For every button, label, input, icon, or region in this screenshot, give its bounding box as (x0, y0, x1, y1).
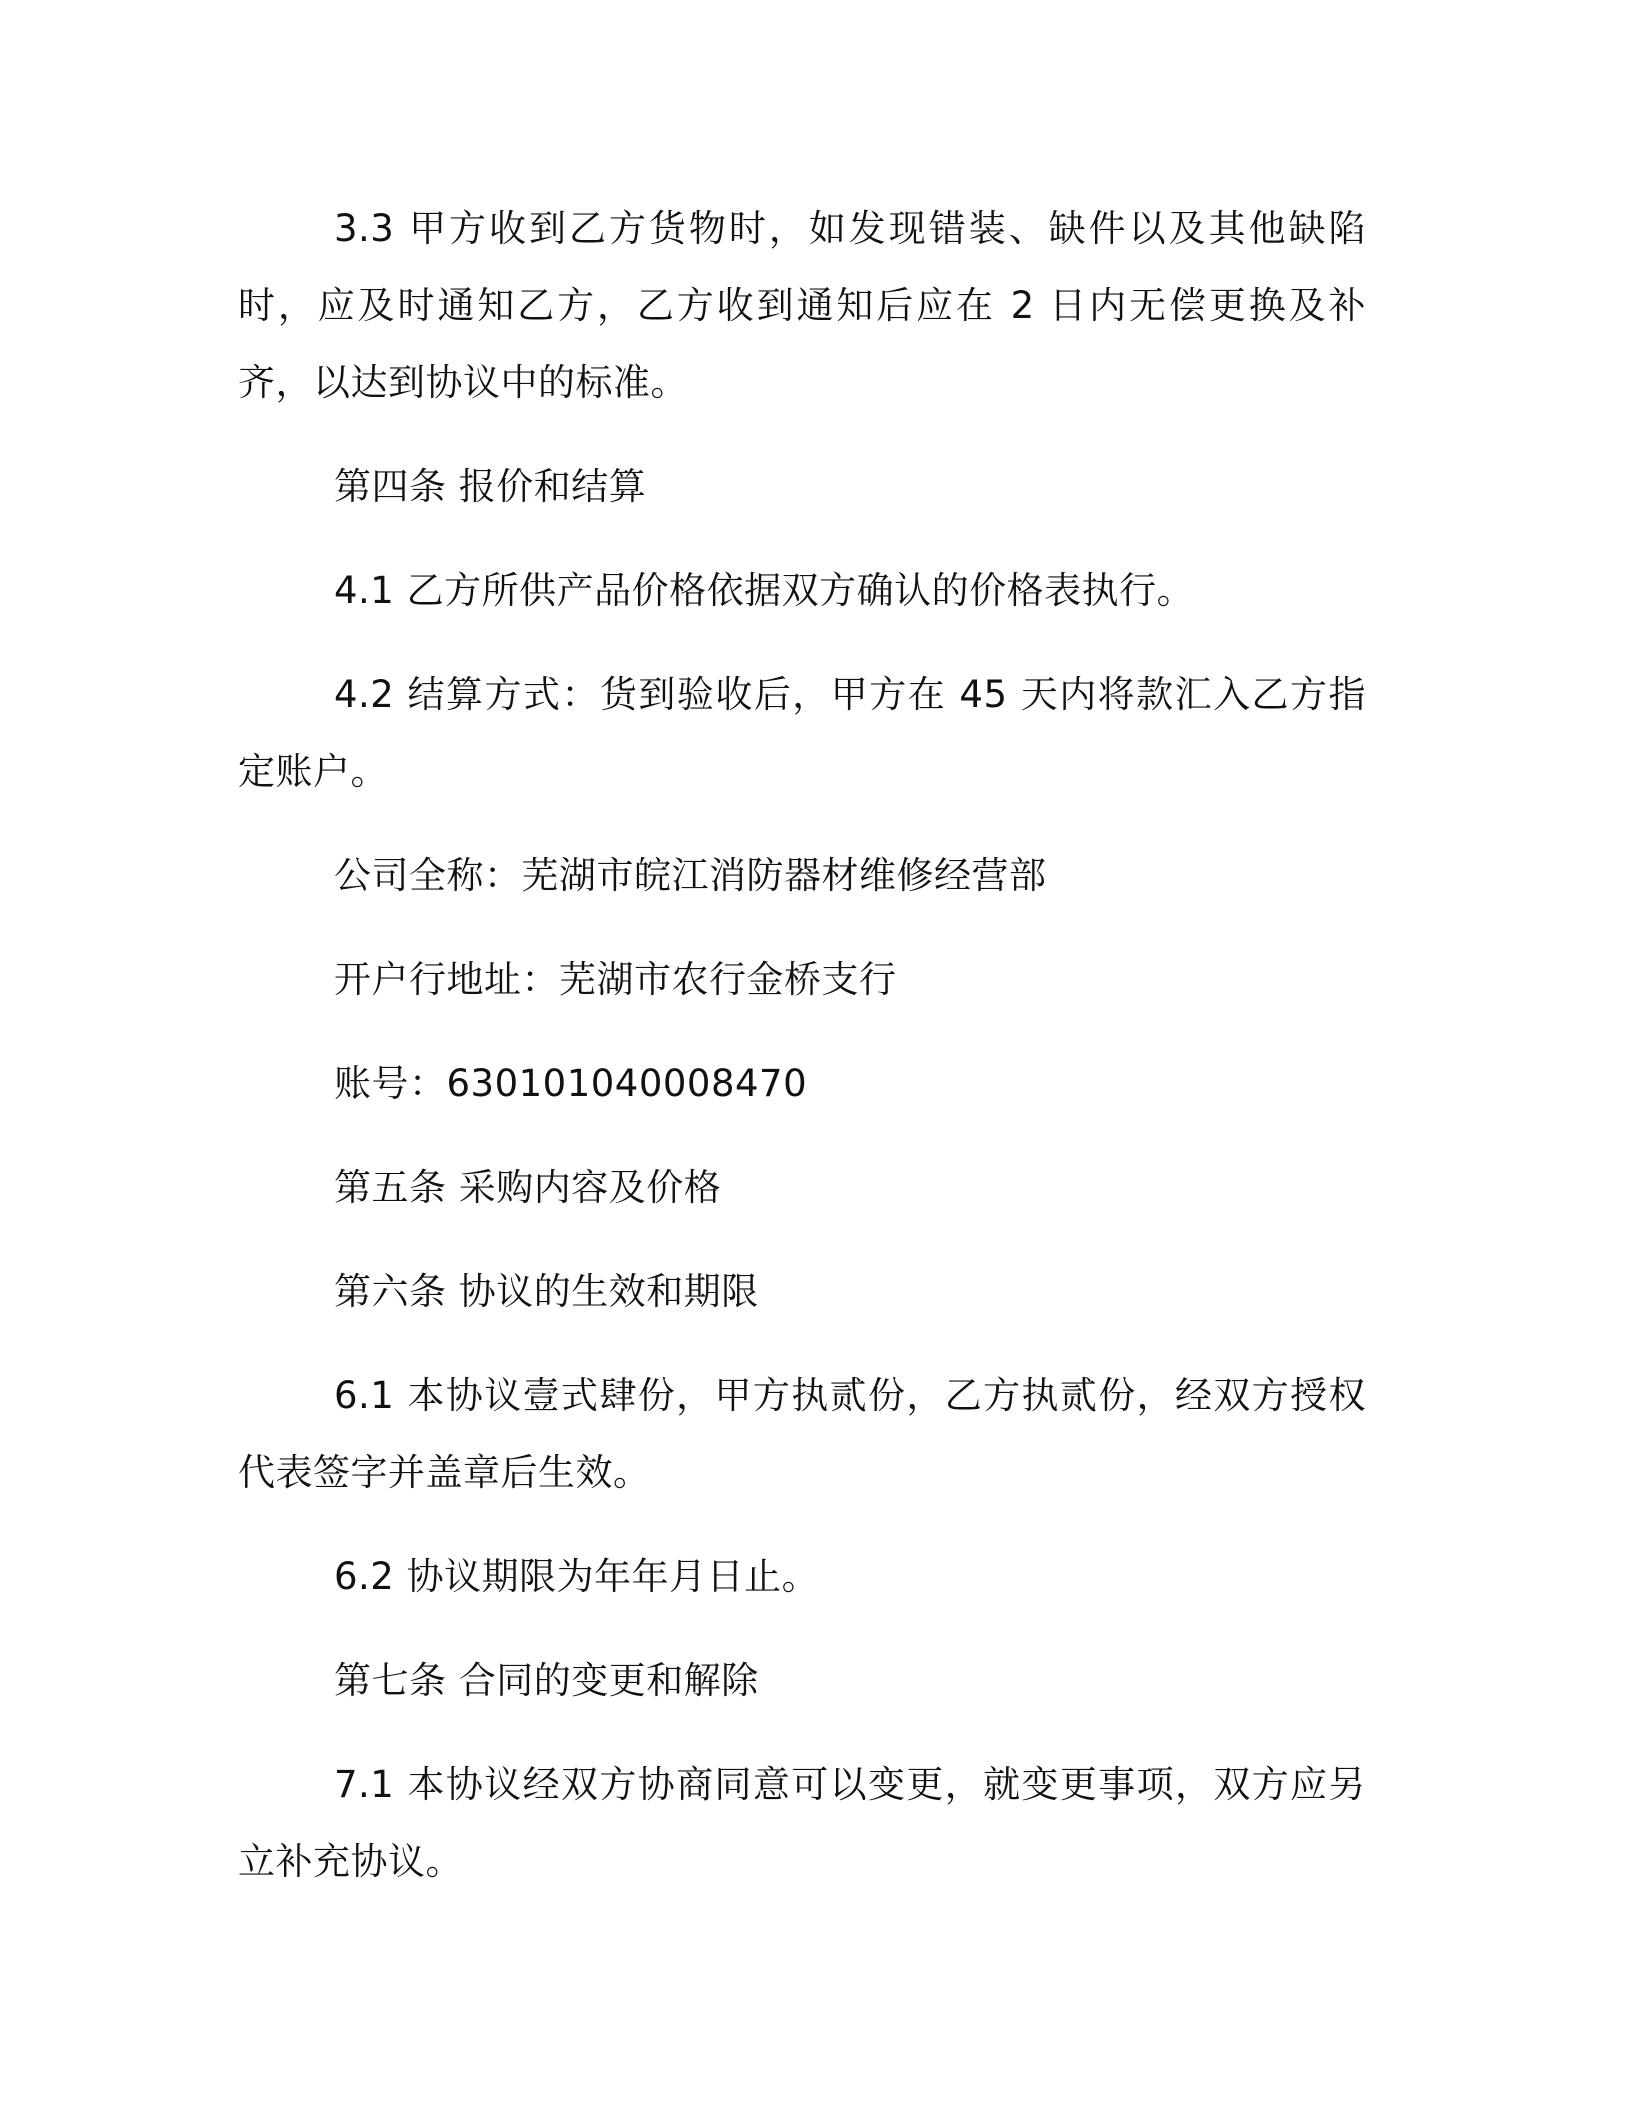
article-7-heading: 第七条 合同的变更和解除 (334, 1659, 759, 1702)
bank-address: 开户行地址：芜湖市农行金桥支行 (334, 958, 897, 1001)
company-name: 公司全称：芜湖市皖江消防器材维修经营部 (334, 854, 1047, 897)
clause-3-3: 3.3 甲方收到乙方货物时，如发现错装、缺件以及其他缺陷时，应及时通知乙方，乙方收到通知后应在 2 日内无偿更换及补齐，以达到协议中的标准。 (238, 207, 1366, 404)
clause-7-1: 7.1 本协议经双方协商同意可以变更，就变更事项，双方应另立补充协议。 (238, 1763, 1366, 1883)
article-6-heading: 第六条 协议的生效和期限 (334, 1270, 759, 1313)
clause-4-1: 4.1 乙方所供产品价格依据双方确认的价格表执行。 (334, 569, 1195, 612)
clause-6-2: 6.2 协议期限为年年月日止。 (334, 1555, 820, 1598)
article-4-heading: 第四条 报价和结算 (334, 465, 647, 508)
clause-6-1: 6.1 本协议壹式肆份，甲方执贰份，乙方执贰份，经双方授权代表签字并盖章后生效。 (238, 1374, 1366, 1494)
clause-4-2: 4.2 结算方式：货到验收后，甲方在 45 天内将款汇入乙方指定账户。 (238, 673, 1366, 793)
article-5-heading: 第五条 采购内容及价格 (334, 1166, 722, 1209)
document-page (238, 190, 1366, 1927)
account-number: 账号：630101040008470 (334, 1062, 808, 1105)
